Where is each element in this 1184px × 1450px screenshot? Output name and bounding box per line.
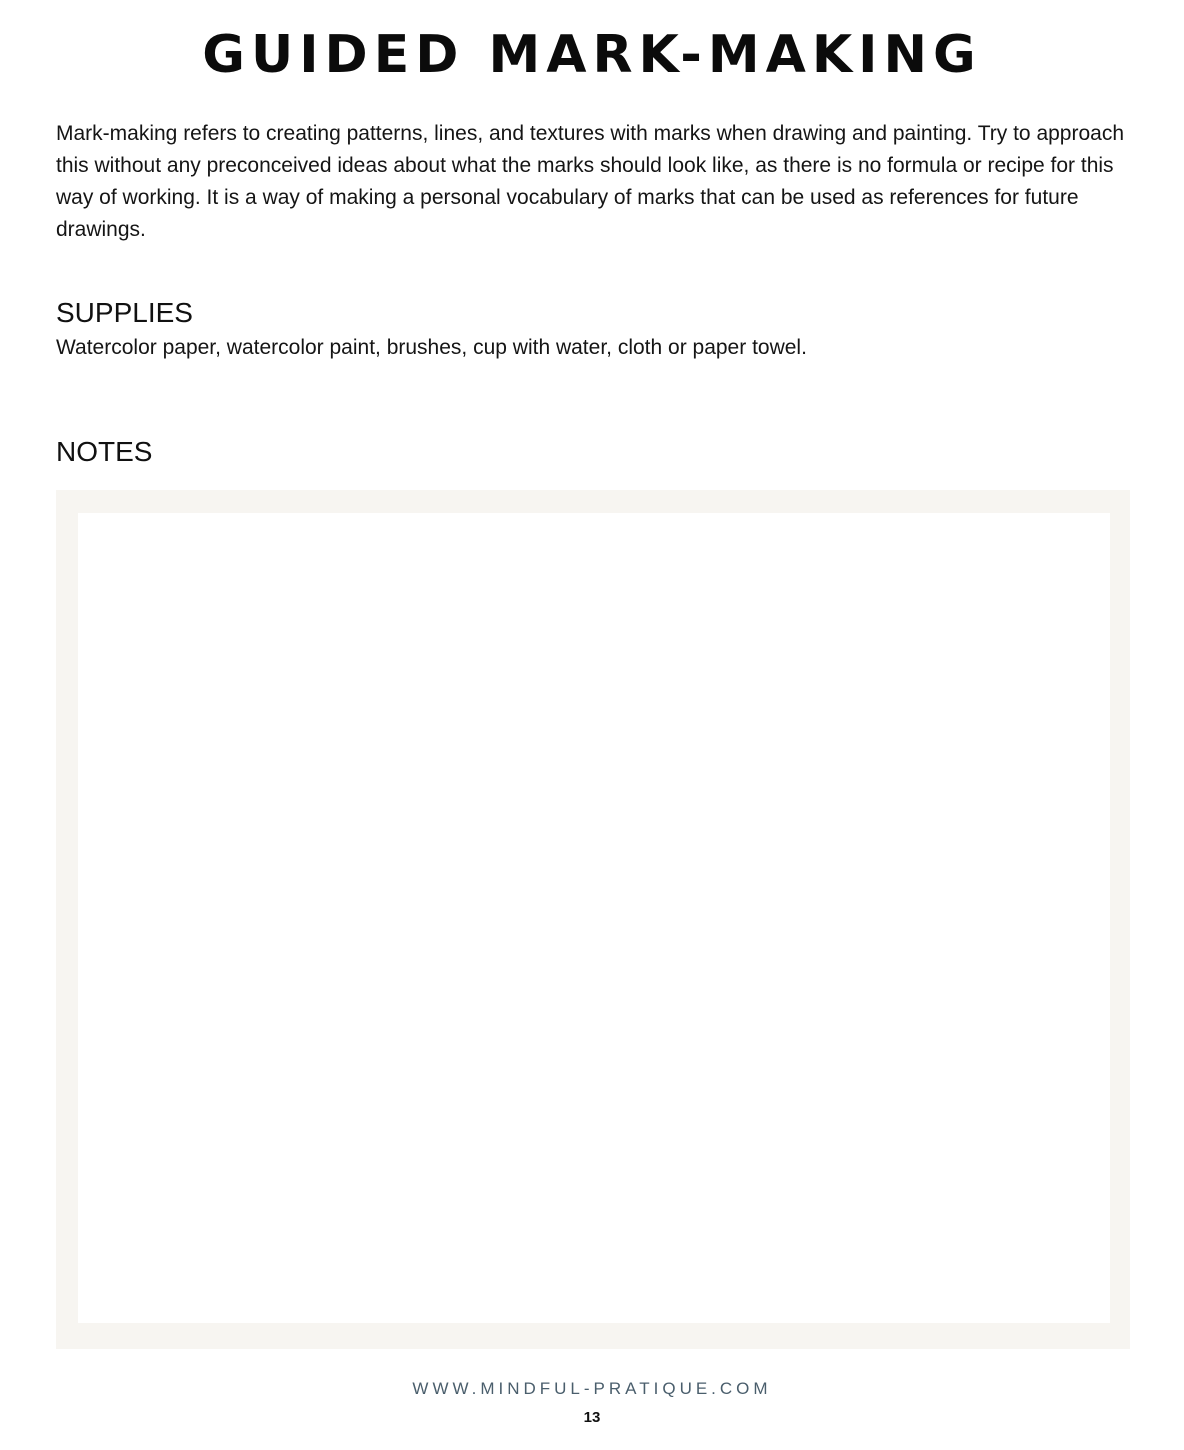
notes-frame [56,490,1130,1349]
page-number: 13 [583,1409,601,1426]
notes-heading: NOTES [56,436,153,467]
footer-website: WWW.MINDFUL-PRATIQUE.COM [412,1379,772,1398]
supplies-list: Watercolor paper, watercolor paint, brushes, cup with water, cloth or paper towel. [56,336,807,359]
notes-writing-area [78,513,1110,1323]
page-title: GUIDED MARK-MAKING [202,25,982,85]
supplies-heading: SUPPLIES [56,297,193,328]
intro-paragraph: Mark-making refers to creating patterns, lines, and textures with marks when drawing and painting. Try to approach this without any preconceived ideas about what the marks should look like, as there is no formula or recipe for this way of working. It is a way of making a personal vocabulary of marks that can be used as references for future drawings. [56,122,1125,241]
